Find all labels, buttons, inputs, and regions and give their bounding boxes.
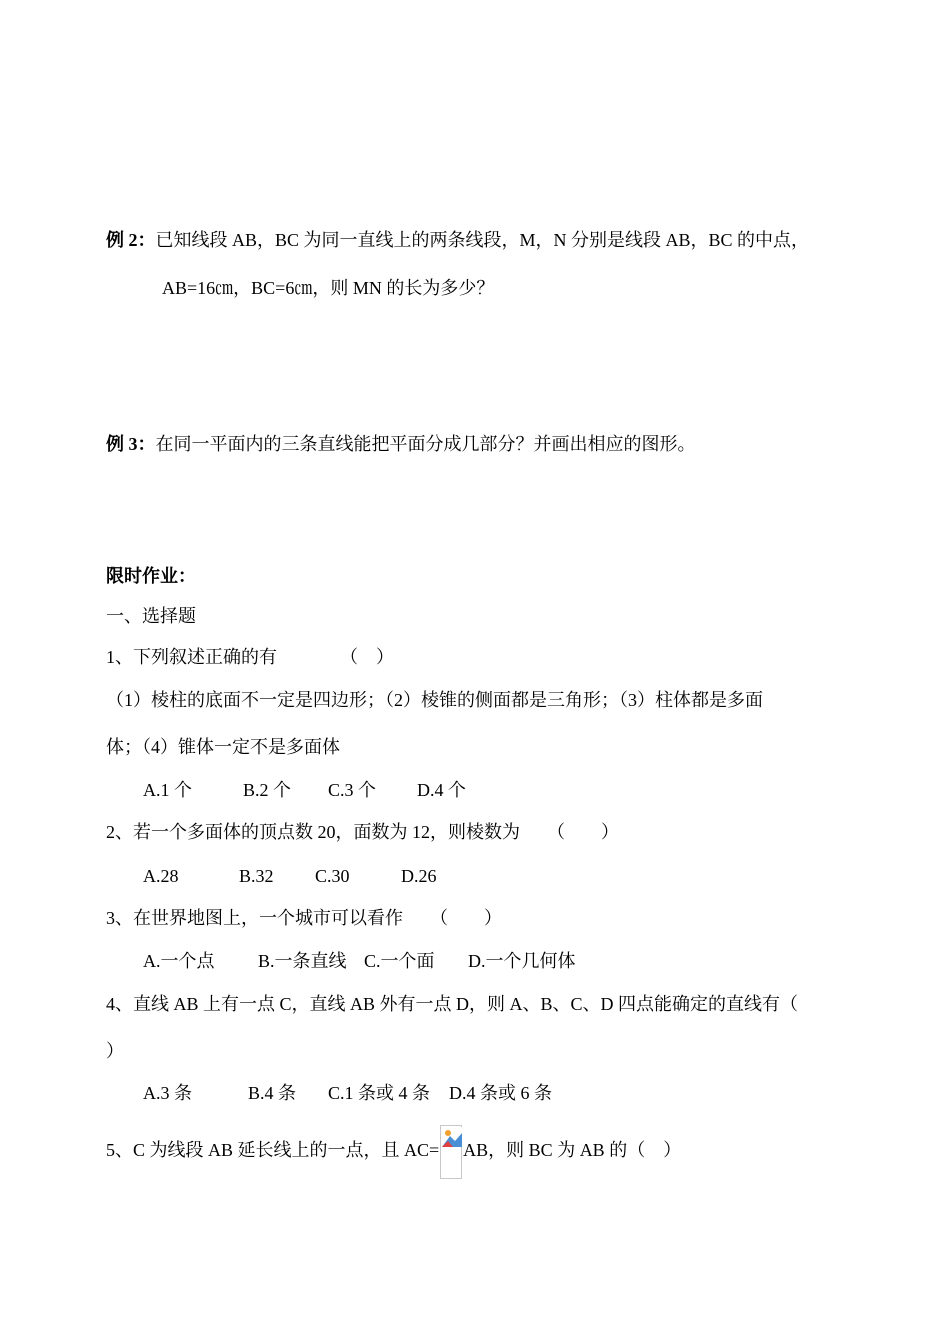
question-2-stem: 2、若一个多面体的顶点数 20，面数为 12，则棱数为 （ ） (106, 822, 619, 842)
example-2-line-1 (106, 228, 809, 252)
question-4-stem-cont: ） (106, 1041, 124, 1061)
homework-title: 限时作业： (106, 566, 196, 586)
question-5-stem-before: 5、C 为线段 AB 延长线上的一点，且 AC= (106, 1140, 440, 1160)
option-d: D.4 条或 6 条 (449, 1083, 552, 1103)
question-3-stem: 3、在世界地图上，一个城市可以看作 （ ） (106, 908, 502, 928)
option-d: D.一个几何体 (468, 951, 576, 971)
option-a: A.3 条 (143, 1083, 192, 1103)
option-a: A.一个点 (143, 951, 215, 971)
section-heading: 一、选择题 (106, 606, 196, 626)
question-4-stem: 4、直线 AB 上有一点 C，直线 AB 外有一点 D，则 A、B、C、D 四点能确定的直线有（ (106, 994, 799, 1014)
option-a: A.1 个 (143, 780, 192, 800)
example-2-text: 已知线段 AB，BC 为同一直线上的两条线段，M，N 分别是线段 AB，BC 的中点， (155, 230, 810, 250)
option-d: D.4 个 (417, 780, 466, 800)
question-1-body-line-2: 体；（4）锥体一定不是多面体 (106, 737, 340, 757)
option-b: B.4 条 (248, 1083, 297, 1103)
question-5-stem-after: AB，则 BC 为 AB 的（ ） (463, 1140, 682, 1160)
option-b: B.一条直线 (258, 951, 347, 971)
option-c: C.一个面 (364, 951, 435, 971)
example-3-text: 在同一平面内的三条直线能把平面分成几部分？并画出相应的图形。 (155, 434, 696, 454)
example-2-line-2: AB=16㎝，BC=6㎝，则 MN 的长为多少？ (162, 278, 495, 298)
option-b: B.2 个 (243, 780, 292, 800)
question-1-stem: 1、下列叙述正确的有 （ ） (106, 647, 394, 667)
option-a: A.28 (143, 866, 179, 886)
question-1-body-line-1: （1）棱柱的底面不一定是四边形；（2）棱锥的侧面都是三角形；（3）柱体都是多面 (106, 690, 763, 710)
broken-image-icon (440, 1125, 462, 1179)
option-c: C.30 (315, 866, 350, 886)
option-d: D.26 (401, 866, 437, 886)
option-b: B.32 (239, 866, 274, 886)
option-c: C.1 条或 4 条 (328, 1083, 431, 1103)
example-3-label: 例 3： (106, 434, 156, 454)
question-5-stem (106, 1122, 681, 1179)
example-3-line (106, 432, 696, 456)
example-2-label: 例 2： (106, 230, 156, 250)
option-c: C.3 个 (328, 780, 377, 800)
